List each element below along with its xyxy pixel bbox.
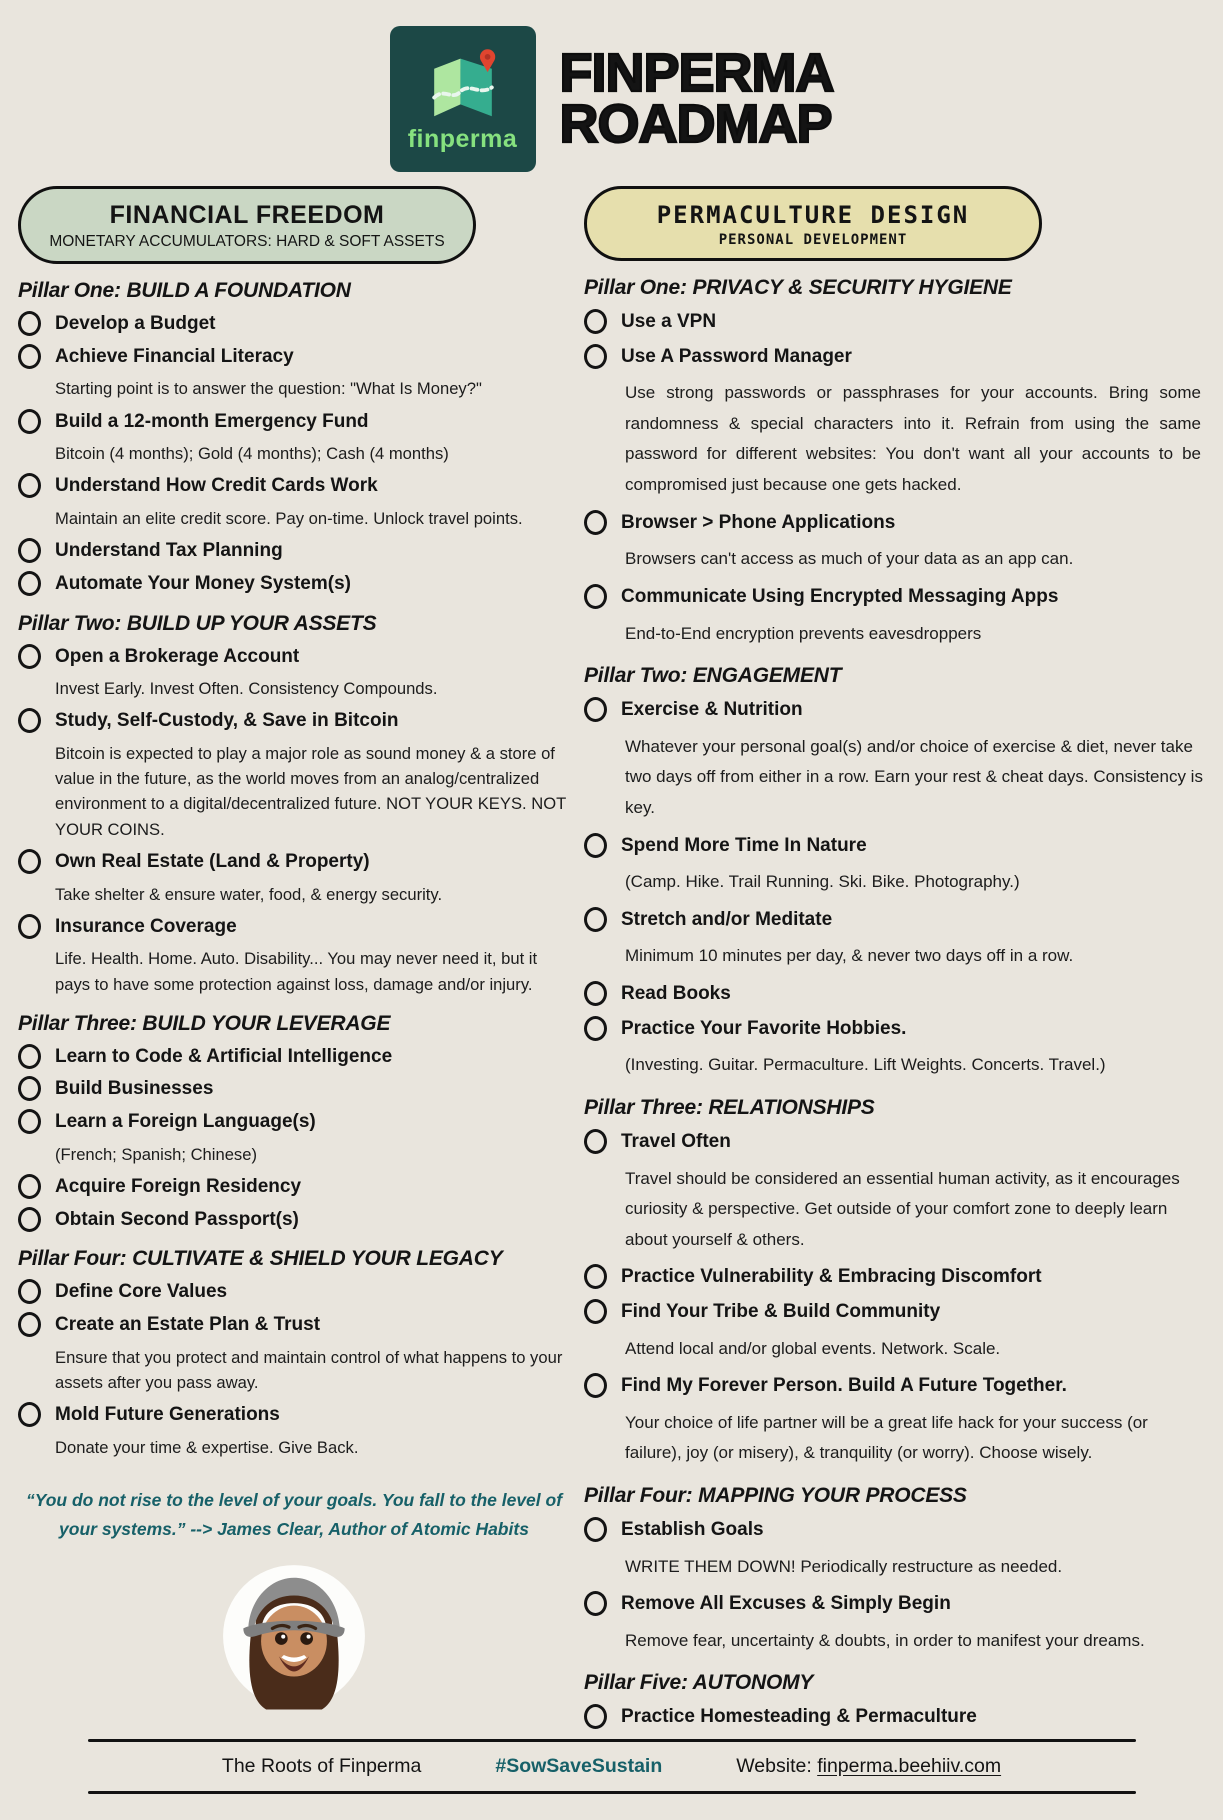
- item-description: Ensure that you protect and maintain control of what happens to your assets after you pass away.: [55, 1347, 563, 1392]
- checklist-item: [584, 1129, 1205, 1155]
- checkbox-circle-icon[interactable]: [584, 309, 607, 334]
- item-description: Whatever your personal goal(s) and/or choice of exercise & diet, never take two days off from either in a row. Earn your rest & cheat days. Consistency is key.: [625, 736, 1203, 817]
- checklist-item: [584, 1373, 1205, 1399]
- item-label: Use A Password Manager: [621, 345, 852, 367]
- item-label: Acquire Foreign Residency: [55, 1175, 302, 1197]
- checklist-item: [18, 1044, 570, 1070]
- checkbox-circle-icon[interactable]: [18, 849, 41, 874]
- item-label: Establish Goals: [621, 1519, 764, 1541]
- logo-wordmark: finperma: [407, 124, 518, 153]
- item-description: Your choice of life partner will be a great life hack for your success (or failure), joy (or misery), & tranquility (or worry). Choose wisely.: [625, 1412, 1148, 1463]
- item-label: Obtain Second Passport(s): [55, 1208, 299, 1230]
- item-description: Minimum 10 minutes per day, & never two days off in a row.: [625, 946, 1074, 966]
- item-description: Starting point is to answer the question: "What Is Money?": [55, 379, 482, 399]
- checkbox-circle-icon[interactable]: [584, 833, 607, 858]
- item-description: Use strong passwords or passphrases for your accounts. Bring some randomness & special characters into it. Refrain from using the same password for different websites: You don't want all your accounts to be compromised just because one gets hacked.: [625, 383, 1201, 495]
- item-label: Find Your Tribe & Build Community: [621, 1300, 941, 1322]
- item-label: Practice Your Favorite Hobbies.: [621, 1017, 907, 1039]
- checkbox-circle-icon[interactable]: [18, 473, 41, 498]
- checklist-item: [584, 981, 1205, 1007]
- item-label: Build Businesses: [55, 1078, 214, 1100]
- item-label: Find My Forever Person. Build A Future Together.: [621, 1375, 1067, 1397]
- website-link[interactable]: finperma.beehiiv.com: [817, 1755, 1002, 1778]
- item-description: Attend local and/or global events. Network. Scale.: [625, 1338, 1001, 1358]
- pillar-heading: Pillar Two: BUILD UP YOUR ASSETS: [18, 611, 377, 635]
- checkbox-circle-icon[interactable]: [18, 708, 41, 733]
- checklist-item: [584, 833, 1205, 859]
- checklist-item: [584, 1704, 1205, 1730]
- item-label: Understand Tax Planning: [55, 540, 283, 562]
- page-title: [559, 42, 834, 154]
- checklist-item: [18, 708, 570, 734]
- checklist-item: [18, 344, 570, 370]
- item-label: Practice Vulnerability & Embracing Discomfort: [621, 1266, 1042, 1288]
- checkbox-circle-icon[interactable]: [18, 1044, 41, 1069]
- checkbox-circle-icon[interactable]: [18, 571, 41, 596]
- item-description: Bitcoin is expected to play a major role as sound money & a store of value in the future, as the world moves from an analog/centralized environment to a digital/decentralized future. NOT YOUR KEYS. NOT YOUR COINS.: [55, 744, 566, 839]
- checkbox-circle-icon[interactable]: [584, 907, 607, 932]
- checkbox-circle-icon[interactable]: [18, 538, 41, 563]
- pillar-heading: Pillar Five: AUTONOMY: [584, 1671, 814, 1695]
- checklist-item: [18, 409, 570, 435]
- checkbox-circle-icon[interactable]: [18, 409, 41, 434]
- item-description: Take shelter & ensure water, food, & energy security.: [55, 884, 443, 904]
- checklist-item: [584, 1264, 1205, 1290]
- pillar-heading: Pillar Three: BUILD YOUR LEVERAGE: [18, 1011, 391, 1035]
- item-label: Remove All Excuses & Simply Begin: [621, 1593, 951, 1615]
- checkbox-circle-icon[interactable]: [584, 1129, 607, 1154]
- pillar-heading: Pillar One: BUILD A FOUNDATION: [18, 279, 351, 302]
- checkbox-circle-icon[interactable]: [584, 1016, 607, 1041]
- item-label: Travel Often: [621, 1130, 731, 1152]
- footer-divider-bottom: [88, 1791, 1136, 1794]
- item-label: Browser > Phone Applications: [621, 511, 896, 533]
- checkbox-circle-icon[interactable]: [584, 1704, 607, 1729]
- column-financial-freedom: [18, 186, 570, 1739]
- item-description: End-to-End encryption prevents eavesdroppers: [625, 623, 982, 643]
- item-description: Maintain an elite credit score. Pay on-time. Unlock travel points.: [55, 509, 523, 528]
- checklist-item: [584, 510, 1205, 536]
- item-description: Remove fear, uncertainty & doubts, in order to manifest your dreams.: [625, 1630, 1145, 1650]
- item-label: Achieve Financial Literacy: [55, 345, 294, 367]
- item-label: Own Real Estate (Land & Property): [55, 850, 370, 872]
- map-icon: [417, 45, 509, 123]
- checkbox-circle-icon[interactable]: [18, 1076, 41, 1101]
- item-label: Learn to Code & Artificial Intelligence: [55, 1045, 393, 1067]
- footer-row: [0, 1742, 1223, 1791]
- checklist-item: [584, 697, 1205, 723]
- checkbox-circle-icon[interactable]: [584, 697, 607, 722]
- checkbox-circle-icon[interactable]: [18, 1402, 41, 1427]
- item-label: Read Books: [621, 983, 731, 1005]
- james-clear-quote: “You do not rise to the level of your goals. You fall to the level of your systems.” --> James Clear, Author of Atomic Habits: [25, 1489, 563, 1539]
- title-line-2: ROADMAP: [559, 94, 832, 154]
- checkbox-circle-icon[interactable]: [18, 311, 41, 336]
- checkbox-circle-icon[interactable]: [18, 644, 41, 669]
- checklist-item: [18, 1109, 570, 1135]
- item-label: Understand How Credit Cards Work: [55, 475, 378, 497]
- pillar-heading: Pillar Four: CULTIVATE & SHIELD YOUR LEGACY: [18, 1247, 503, 1271]
- checkbox-circle-icon[interactable]: [584, 1373, 607, 1398]
- checkbox-circle-icon[interactable]: [18, 1207, 41, 1232]
- item-description: (Investing. Guitar. Permaculture. Lift Weights. Concerts. Travel.): [625, 1055, 1106, 1075]
- checklist-item: [18, 1076, 570, 1102]
- item-label: Spend More Time In Nature: [621, 834, 867, 856]
- item-label: Stretch and/or Meditate: [621, 908, 833, 930]
- checkbox-circle-icon[interactable]: [18, 1174, 41, 1199]
- checklist-item: [18, 849, 570, 875]
- checkbox-circle-icon[interactable]: [18, 344, 41, 369]
- checklist-item: [18, 1312, 570, 1338]
- footer-hashtag: #SowSaveSustain: [495, 1755, 663, 1778]
- item-label: Mold Future Generations: [55, 1403, 280, 1425]
- column-title: PERMACULTURE DESIGN: [656, 201, 970, 229]
- item-label: Develop a Budget: [55, 313, 216, 334]
- checklist-item: [584, 344, 1205, 370]
- checklist-item: [18, 1279, 570, 1305]
- memoji-avatar: [218, 1560, 370, 1712]
- item-label: Insurance Coverage: [55, 915, 237, 937]
- item-description: Travel should be considered an essential human activity, as it encourages curiosity & perspective. Get outside of your comfort zone to deeply learn about yourself & others.: [625, 1168, 1180, 1249]
- checklist-item: [18, 538, 570, 564]
- checkbox-circle-icon[interactable]: [584, 1264, 607, 1289]
- financial-freedom-header: [18, 186, 476, 264]
- item-label: Automate Your Money System(s): [55, 572, 351, 594]
- item-label: Study, Self-Custody, & Save in Bitcoin: [55, 710, 399, 732]
- checklist-item: [584, 1016, 1205, 1042]
- pillar-heading: Pillar Two: ENGAGEMENT: [584, 664, 842, 688]
- columns: [0, 180, 1223, 1739]
- checkbox-circle-icon[interactable]: [18, 1279, 41, 1304]
- checklist-item: [18, 1207, 570, 1233]
- checkbox-circle-icon[interactable]: [584, 584, 607, 609]
- checklist-item: [584, 907, 1205, 933]
- footer-brand-text: The Roots of Finperma: [221, 1755, 422, 1778]
- checkbox-circle-icon[interactable]: [584, 510, 607, 535]
- checklist-item: [584, 309, 1205, 335]
- item-description: Bitcoin (4 months); Gold (4 months); Cash (4 months): [55, 444, 449, 464]
- checkbox-circle-icon[interactable]: [584, 1517, 607, 1542]
- item-label: Create an Estate Plan & Trust: [55, 1313, 321, 1335]
- title-line-1: FINPERMA: [559, 42, 834, 103]
- item-label: Practice Homesteading & Permaculture: [621, 1706, 977, 1728]
- item-description: Browsers can't access as much of your data as an app can.: [625, 549, 1074, 569]
- pillar-heading: Pillar Four: MAPPING YOUR PROCESS: [584, 1484, 967, 1508]
- item-label: Learn a Foreign Language(s): [55, 1111, 316, 1133]
- column-permaculture-design: [584, 186, 1205, 1739]
- checkbox-circle-icon[interactable]: [18, 1109, 41, 1134]
- checklist-item: [18, 914, 570, 940]
- column-subtitle: PERSONAL DEVELOPMENT: [718, 232, 908, 248]
- checklist-item: [18, 473, 570, 499]
- checklist-item: [18, 571, 570, 597]
- item-description: Donate your time & expertise. Give Back.: [55, 1437, 359, 1457]
- checkbox-circle-icon[interactable]: [18, 914, 41, 939]
- item-label: Define Core Values: [55, 1281, 228, 1303]
- column-subtitle: MONETARY ACCUMULATORS: HARD & SOFT ASSETS: [49, 233, 445, 250]
- item-label: Open a Brokerage Account: [55, 645, 300, 667]
- checklist-item: [18, 311, 570, 337]
- checklist-item: [584, 1299, 1205, 1325]
- checklist-item: [18, 644, 570, 670]
- item-description: WRITE THEM DOWN! Periodically restructure as needed.: [625, 1556, 1063, 1576]
- finperma-logo: [390, 26, 536, 172]
- checklist-item: [18, 1174, 570, 1200]
- checklist-item: [584, 1591, 1205, 1617]
- checkbox-circle-icon[interactable]: [584, 1299, 607, 1324]
- permaculture-design-header: [584, 186, 1042, 261]
- website-label: Website:: [736, 1755, 812, 1778]
- footer: [0, 1739, 1223, 1820]
- item-label: Use a VPN: [621, 311, 717, 332]
- item-description: (Camp. Hike. Trail Running. Ski. Bike. Photography.): [625, 872, 1020, 892]
- item-label: Communicate Using Encrypted Messaging Apps: [621, 585, 1059, 607]
- item-description: Life. Health. Home. Auto. Disability... You may never need it, but it pays to have some protection against loss, damage and/or injury.: [55, 949, 538, 994]
- pillar-heading: Pillar Three: RELATIONSHIPS: [584, 1095, 875, 1119]
- item-description: Invest Early. Invest Often. Consistency Compounds.: [55, 679, 438, 699]
- pillar-heading: Pillar One: PRIVACY & SECURITY HYGIENE: [584, 276, 1012, 299]
- item-label: Exercise & Nutrition: [621, 699, 803, 721]
- checklist-item: [584, 1517, 1205, 1543]
- item-description: (French; Spanish; Chinese): [55, 1144, 257, 1164]
- checkbox-circle-icon[interactable]: [584, 1591, 607, 1616]
- checklist-item: [584, 584, 1205, 610]
- checklist-item: [18, 1402, 570, 1428]
- footer-website: [736, 1755, 1001, 1778]
- header: [0, 0, 1223, 180]
- column-title: FINANCIAL FREEDOM: [109, 201, 385, 229]
- item-label: Build a 12-month Emergency Fund: [55, 410, 369, 432]
- checkbox-circle-icon[interactable]: [18, 1312, 41, 1337]
- checkbox-circle-icon[interactable]: [584, 344, 607, 369]
- checkbox-circle-icon[interactable]: [584, 981, 607, 1006]
